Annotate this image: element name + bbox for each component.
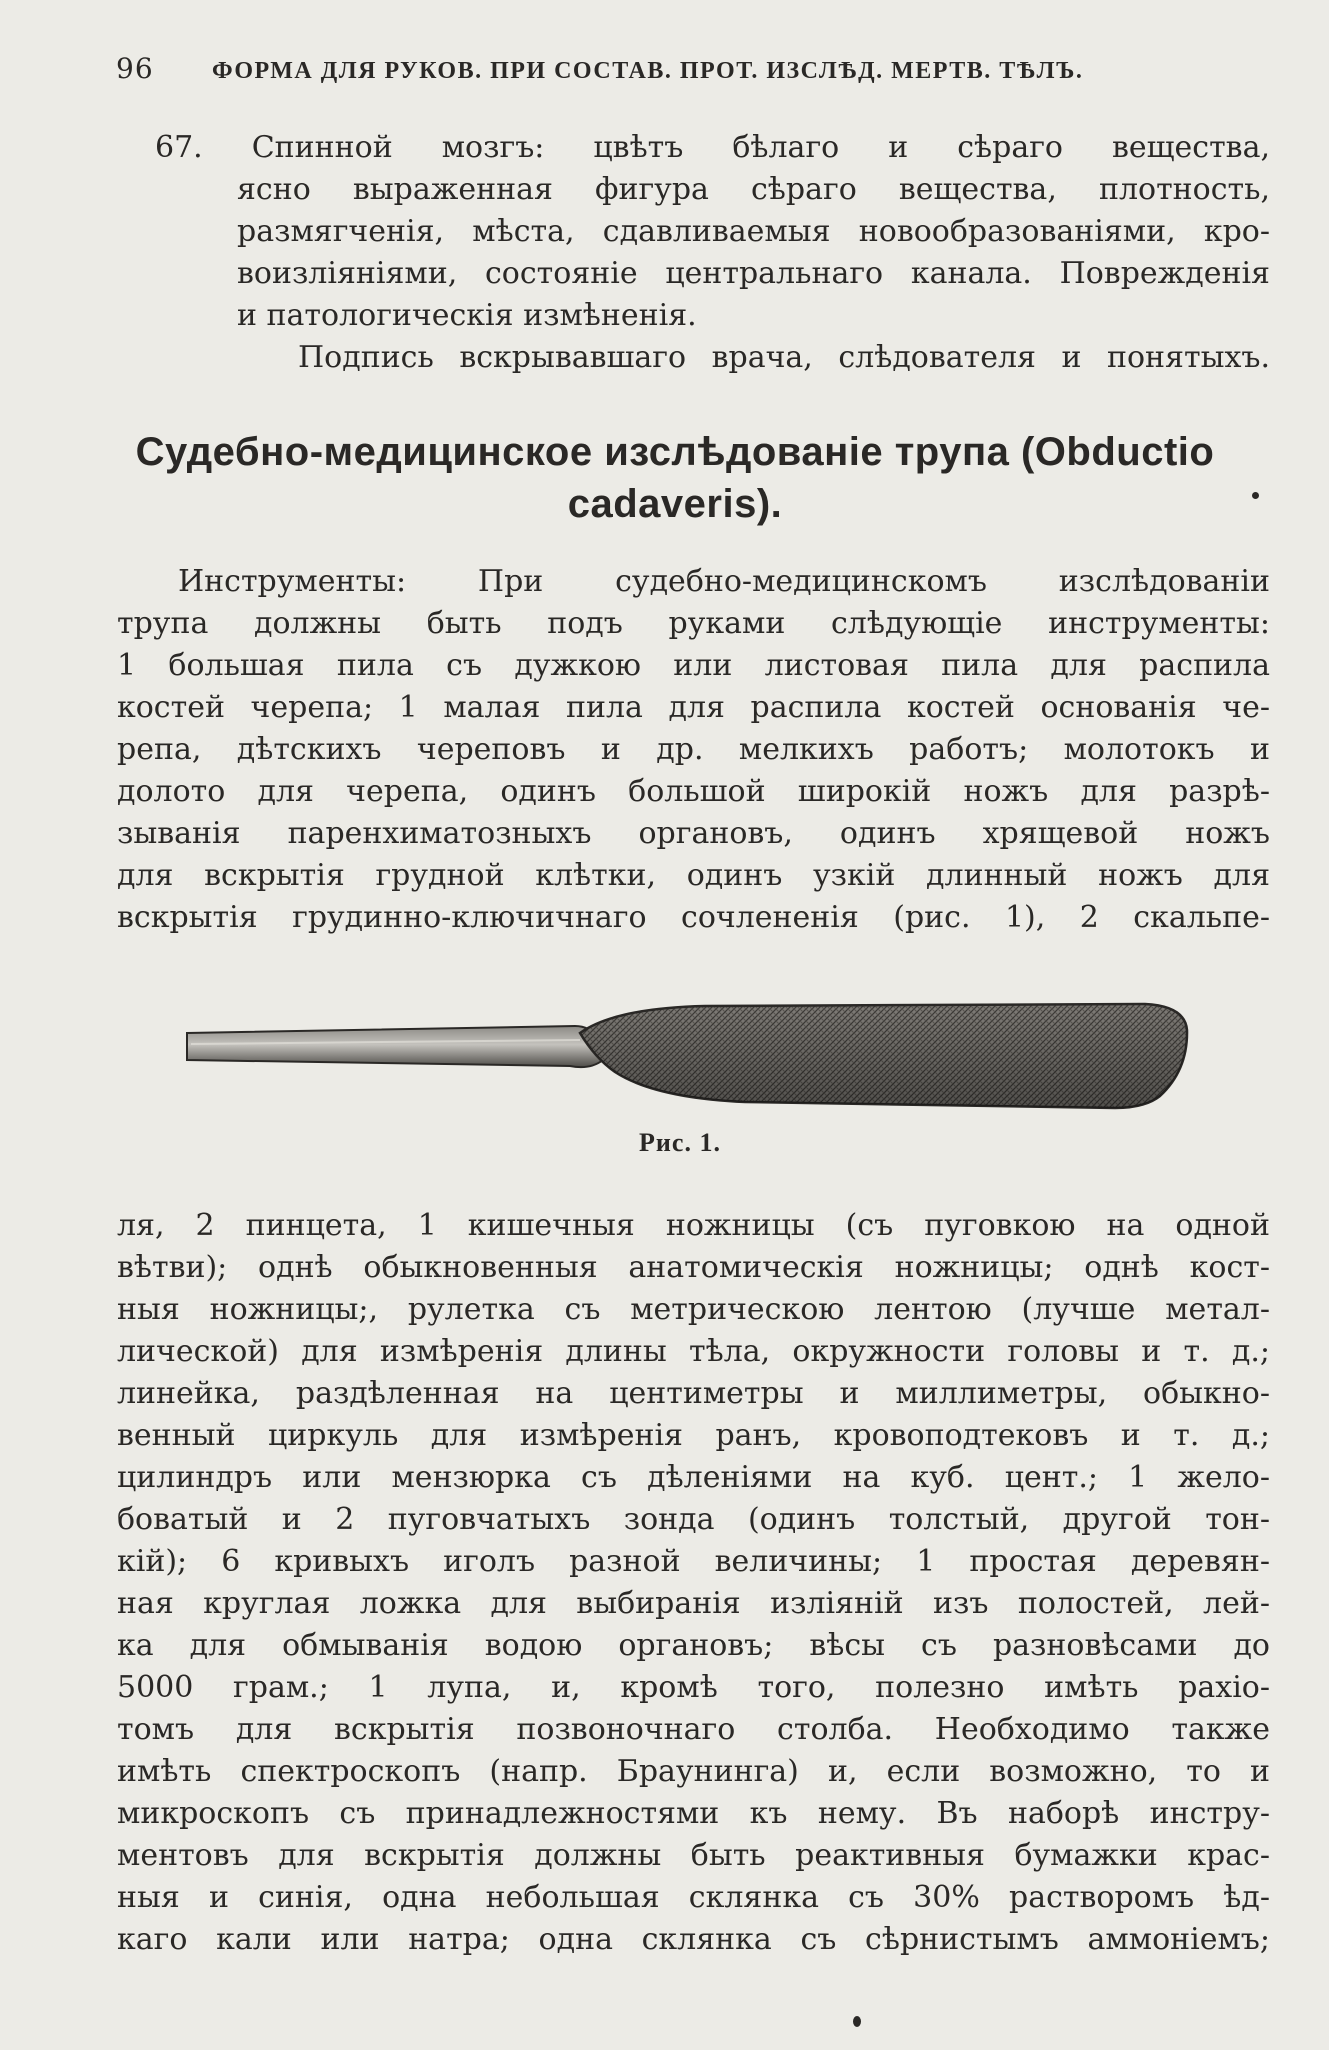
para1-line-7: зыванія паренхиматозныхъ органовъ, одинъ хрящевой ножъ bbox=[117, 816, 1270, 851]
signature-line: Подпись вскрывавшаго врача, слѣдователя и понятыхъ. bbox=[298, 340, 1270, 375]
para1-line-3: 1 большая пила съ дужкою или листовая пила для распила bbox=[117, 648, 1270, 683]
para2-line-3: ныя ножницы;, рулетка съ метрическою лентою (лучше метал- bbox=[117, 1292, 1270, 1327]
para2-line-7: цилиндръ или мензюрка съ дѣленіями на куб. цент.; 1 жело- bbox=[117, 1460, 1270, 1495]
para2-line-16: ментовъ для вскрытія должны быть реактивныя бумажки крас- bbox=[117, 1838, 1270, 1873]
para2-line-13: томъ для вскрытія позвоночнаго столба. Необходимо также bbox=[117, 1712, 1270, 1747]
para2-line-15: микроскопъ съ принадлежностями къ нему. Въ наборѣ инстру- bbox=[117, 1796, 1270, 1831]
para2-line-9: кій); 6 кривыхъ иголъ разной величины; 1 простая деревян- bbox=[117, 1544, 1270, 1579]
para2-line-6: венный циркуль для измѣренія ранъ, кровоподтековъ и т. д.; bbox=[117, 1418, 1270, 1453]
para2-line-12: 5000 грам.; 1 лупа, и, кромѣ того, полезно имѣть рахіо- bbox=[117, 1670, 1270, 1705]
running-title: ФОРМА ДЛЯ РУКОВ. ПРИ СОСТАВ. ПРОТ. ИЗСЛѢД. МЕРТВ. ТѢЛЪ. bbox=[211, 58, 1084, 84]
para2-line-17: ныя и синія, одна небольшая склянка съ 30% растворомъ ѣд- bbox=[117, 1880, 1270, 1915]
para2-line-2: вѣтви); однѣ обыкновенныя анатомическія ножницы; однѣ кост- bbox=[117, 1250, 1270, 1285]
item67-line-5: и патологическія измѣненія. bbox=[237, 298, 697, 333]
para2-line-8: боватый и 2 пуговчатыхъ зонда (одинъ толстый, другой тон- bbox=[117, 1502, 1270, 1537]
para1-line-9: вскрытія грудинно-ключичнаго сочлененія (рис. 1), 2 скальпе- bbox=[117, 900, 1270, 935]
para1-line-5: репа, дѣтскихъ череповъ и др. мелкихъ работъ; молотокъ и bbox=[117, 732, 1270, 767]
figure-caption: Рис. 1. bbox=[639, 1128, 721, 1157]
print-speck bbox=[1252, 492, 1259, 499]
para1-line-6: долото для черепа, одинъ большой широкій ножъ для разрѣ- bbox=[117, 774, 1270, 809]
para2-line-5: линейка, раздѣленная на центиметры и миллиметры, обыкно- bbox=[117, 1376, 1270, 1411]
para2-line-10: ная круглая ложка для выбиранія изліяній изъ полостей, лей- bbox=[117, 1586, 1270, 1621]
para1-line-2: трупа должны быть подъ руками слѣдующіе инструменты: bbox=[117, 606, 1270, 641]
para2-line-4: лической) для измѣренія длины тѣла, окружности головы и т. д.; bbox=[117, 1334, 1270, 1369]
section-title-line-2: cadaveris). bbox=[567, 482, 783, 526]
para1-line-8: для вскрытія грудной клѣтки, одинъ узкій длинный ножъ для bbox=[117, 858, 1270, 893]
para1-line-4: костей черепа; 1 малая пила для распила костей основанія че- bbox=[117, 690, 1270, 725]
running-header bbox=[116, 52, 1206, 85]
section-title-line-1: Судебно-медицинское изслѣдованіе трупа (Obductio bbox=[135, 430, 1215, 474]
para2-line-18: каго кали или натра; одна склянка съ сѣрнистымъ аммоніемъ; bbox=[117, 1922, 1270, 1957]
item67-line-4: воизліяніями, состояніе центральнаго канала. Поврежденія bbox=[237, 256, 1270, 291]
print-speck-bottom bbox=[853, 2016, 861, 2027]
para2-line-14: имѣть спектроскопъ (напр. Браунинга) и, если возможно, то и bbox=[117, 1754, 1270, 1789]
para2-line-1: ля, 2 пинцета, 1 кишечныя ножницы (съ пуговкою на одной bbox=[117, 1208, 1270, 1243]
item67-line-3: размягченія, мѣста, сдавливаемыя новообразованіями, кро- bbox=[237, 214, 1270, 249]
page-number: 96 bbox=[116, 52, 154, 85]
item67-line-1: 67. Спинной мозгъ: цвѣтъ бѣлаго и сѣраго вещества, bbox=[155, 130, 1270, 165]
para2-line-11: ка для обмыванія водою органовъ; вѣсы съ разновѣсами до bbox=[117, 1628, 1270, 1663]
para1-line-1: Инструменты: При судебно-медицинскомъ изслѣдованіи bbox=[178, 564, 1270, 599]
item67-line-2: ясно выраженная фигура сѣраго вещества, плотность, bbox=[237, 172, 1270, 207]
knife-illustration-icon bbox=[185, 1000, 1190, 1120]
